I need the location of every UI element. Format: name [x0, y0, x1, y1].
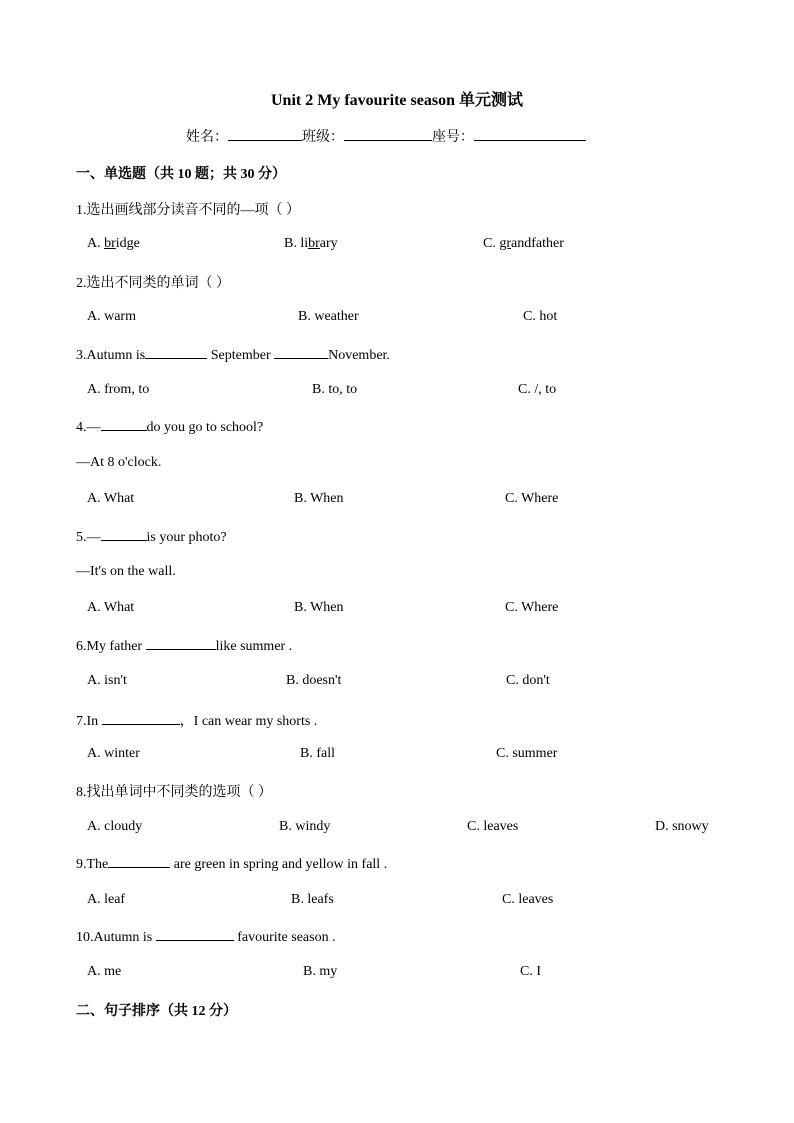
- q8-option-b[interactable]: B. windy: [279, 819, 331, 834]
- question-10: 10.Autumn is favourite season .: [76, 930, 336, 945]
- q6-option-c[interactable]: C. don't: [506, 673, 550, 688]
- q7-option-b[interactable]: B. fall: [300, 746, 335, 761]
- name-label: 姓名：: [186, 130, 228, 145]
- question-3: 3.Autumn is September November.: [76, 348, 390, 363]
- q8-option-c[interactable]: C. leaves: [467, 819, 519, 834]
- q9-option-c[interactable]: C. leaves: [502, 892, 554, 907]
- q7-option-c[interactable]: C. summer: [496, 746, 558, 761]
- page-title: Unit 2 My favourite season 单元测试: [271, 92, 523, 109]
- section-1-heading: 一、单选题（共 10 题；共 30 分）: [76, 167, 286, 182]
- section-2-heading: 二、句子排序（共 12 分）: [76, 1004, 237, 1019]
- question-4: 4.— do you go to school?: [76, 420, 264, 435]
- q7-option-a[interactable]: A. winter: [87, 746, 140, 761]
- q6-option-a[interactable]: A. isn't: [87, 673, 127, 688]
- question-5: 5.— is your photo?: [76, 530, 227, 545]
- class-label: 班级：: [302, 130, 344, 145]
- q5-option-a[interactable]: A. What: [87, 600, 135, 615]
- question-9: 9.The are green in spring and yellow in fall .: [76, 857, 388, 872]
- q1-option-c[interactable]: C. grandfather: [483, 236, 564, 251]
- q8-option-a[interactable]: A. cloudy: [87, 819, 143, 834]
- question-7: 7.In ，I can wear my shorts .: [76, 714, 318, 729]
- q4-option-a[interactable]: A. What: [87, 491, 135, 506]
- question-1: 1.选出画线部分读音不同的—项（ ）: [76, 203, 300, 218]
- q2-option-b[interactable]: B. weather: [298, 309, 359, 324]
- q9-option-b[interactable]: B. leafs: [291, 892, 334, 907]
- q2-option-a[interactable]: A. warm: [87, 309, 136, 324]
- q1-option-a[interactable]: A. bridge: [87, 236, 140, 251]
- seat-label: 座号：: [432, 130, 474, 145]
- q3-option-b[interactable]: B. to, to: [312, 382, 358, 397]
- question-6: 6.My father like summer .: [76, 639, 293, 654]
- question-2: 2.选出不同类的单词（ ）: [76, 276, 230, 291]
- q5-option-c[interactable]: C. Where: [505, 600, 559, 615]
- q10-option-a[interactable]: A. me: [87, 964, 122, 979]
- q10-option-b[interactable]: B. my: [303, 964, 338, 979]
- class-blank[interactable]: [344, 128, 432, 141]
- q8-option-d[interactable]: D. snowy: [655, 819, 709, 834]
- q6-option-b[interactable]: B. doesn't: [286, 673, 342, 688]
- q10-option-c[interactable]: C. I: [520, 964, 541, 979]
- seat-blank[interactable]: [474, 128, 586, 141]
- q3-option-c[interactable]: C. /, to: [518, 382, 557, 397]
- q1-option-b[interactable]: B. library: [284, 236, 338, 251]
- question-8: 8.找出单词中不同类的选项（ ）: [76, 785, 272, 800]
- q9-option-a[interactable]: A. leaf: [87, 892, 126, 907]
- name-blank[interactable]: [228, 128, 302, 141]
- q4-option-b[interactable]: B. When: [294, 491, 344, 506]
- q5-option-b[interactable]: B. When: [294, 600, 344, 615]
- student-info-line: [186, 126, 586, 146]
- question-5-answer: —It's on the wall.: [76, 564, 176, 579]
- q4-option-c[interactable]: C. Where: [505, 491, 559, 506]
- q2-option-c[interactable]: C. hot: [523, 309, 558, 324]
- q3-option-a[interactable]: A. from, to: [87, 382, 150, 397]
- question-4-answer: —At 8 o'clock.: [76, 455, 162, 470]
